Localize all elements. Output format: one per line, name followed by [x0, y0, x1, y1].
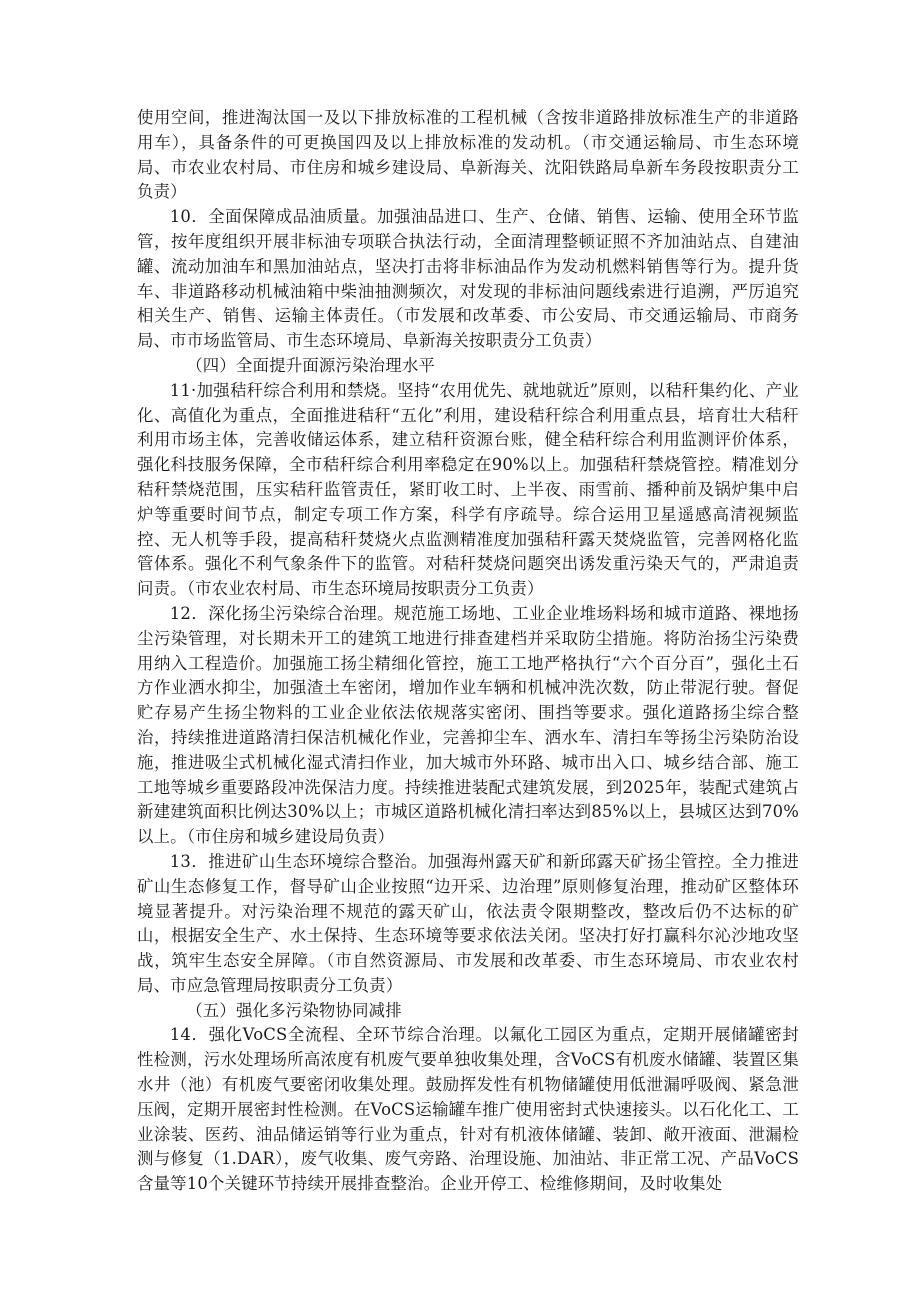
paragraph-item-13: 13．推进矿山生态环境综合整治。加强海州露天矿和新邱露天矿扬尘管控。全力推进矿山生态修复工作，督导矿山企业按照“边开采、边治理”原则修复治理，推动矿区整体环境显著提升。对污染治理不规范的露天矿山，依法责令限期整改，整改后仍不达标的矿山，根据安全生产、水土保持、生态环境等要求依法关闭。坚决打好打赢科尔沁沙地攻坚战，筑牢生态安全屏障。（市自然资源局、市发展和改革委、市生态环境局、市农业农村局、市应急管理局按职责分工负责） [137, 851, 799, 995]
section-heading-4: （四）全面提升面源污染治理水平 [186, 355, 436, 375]
paragraph-item-14: 14．强化VoCS全流程、全环节综合治理。以氟化工园区为重点，定期开展储罐密封性检测，污水处理场所高浓度有机废气要单独收集处理，含VoCS有机废水储罐、装置区集水井（池）有机废气要密闭收集处理。鼓励挥发性有机物储罐使用低泄漏呼吸阀、紧急泄压阀，定期开展密封性检测。在VoCS运输罐车推广使用密封式快速接头。以石化化工、工业涂装、医药、油品储运销等行业为重点，针对有机液体储罐、装卸、敞开液面、泄漏检测与修复（1.DAR），废气收集、废气旁路、治理设施、加油站、非正常工况、产品VoCS含量等10个关键环节持续开展排查整治。企业开停工、检维修期间，及时收集处 [137, 1025, 799, 1194]
paragraph-item-10: 10．全面保障成品油质量。加强油品进口、生产、仓储、销售、运输、使用全环节监管，按年度组织开展非标油专项联合执法行动，全面清理整顿证照不齐加油站点、自建油罐、流动加油车和黑加油站点，坚决打击将非标油品作为发动机燃料销售等行为。提升货车、非道路移动机械油箱中柴油抽测频次，对发现的非标油问题线索进行追溯，严厉追究相关生产、销售、运输主体责任。（市发展和改革委、市公安局、市交通运输局、市商务局、市市场监管局、市生态环境局、阜新海关按职责分工负责） [137, 207, 799, 351]
paragraph-continuation: 使用空间，推进淘汰国一及以下排放标准的工程机械（含按非道路排放标准生产的非道路用车），具备条件的可更换国四及以上排放标准的发动机。（市交通运输局、市生态环境局、市农业农村局、市住房和城乡建设局、阜新海关、沈阳铁路局阜新车务段按职责分工负责） [137, 108, 799, 202]
document-page [137, 106, 799, 1197]
paragraph-item-11: 11·加强秸秆综合利用和禁烧。坚持“农用优先、就地就近”原则，以秸秆集约化、产业化、高值化为重点，全面推进秸秆“五化”利用，建设秸秆综合利用重点县，培育壮大秸秆利用市场主体，完善收储运体系，建立秸秆资源台账，健全秸秆综合利用监测评价体系，强化科技服务保障，全市秸秆综合利用率稳定在90%以上。加强秸秆禁烧管控。精准划分秸秆禁烧范围，压实秸秆监管责任，紧盯收工时、上半夜、雨雪前、播种前及锅炉集中启炉等重要时间节点，制定专项工作方案，科学有序疏导。综合运用卫星遥感高清视频监控、无人机等手段，提高秸秆焚烧火点监测精准度加强秸秆露天焚烧监管，完善网格化监管体系。强化不利气象条件下的监管。对秸秆焚烧问题突出诱发重污染天气的，严肃追责问责。（市农业农村局、市生态环境局按职责分工负责） [137, 380, 799, 599]
paragraph-item-12: 12．深化扬尘污染综合治理。规范施工场地、工业企业堆场料场和城市道路、裸地扬尘污染管理，对长期未开工的建筑工地进行排查建档并采取防尘措施。将防治扬尘污染费用纳入工程造价。加强施工扬尘精细化管控，施工工地严格执行“六个百分百”，强化土石方作业洒水抑尘，加强渣土车密闭，增加作业车辆和机械冲洗次数，防止带泥行驶。督促贮存易产生扬尘物料的工业企业依法依规落实密闭、围挡等要求。强化道路扬尘综合整治，持续推进道路清扫保洁机械化作业，完善抑尘车、洒水车、清扫车等扬尘污染防治设施，推进吸尘式机械化湿式清扫作业，加大城市外环路、城市出入口、城乡结合部、施工工地等城乡重要路段冲洗保洁力度。持续推进装配式建筑发展，到2025年，装配式建筑占新建建筑面积比例达30%以上；市城区道路机械化清扫率达到85%以上，县城区达到70%以上。（市住房和城乡建设局负责） [137, 603, 799, 847]
section-heading-5: （五）强化多污染物协同减排 [186, 1000, 402, 1020]
